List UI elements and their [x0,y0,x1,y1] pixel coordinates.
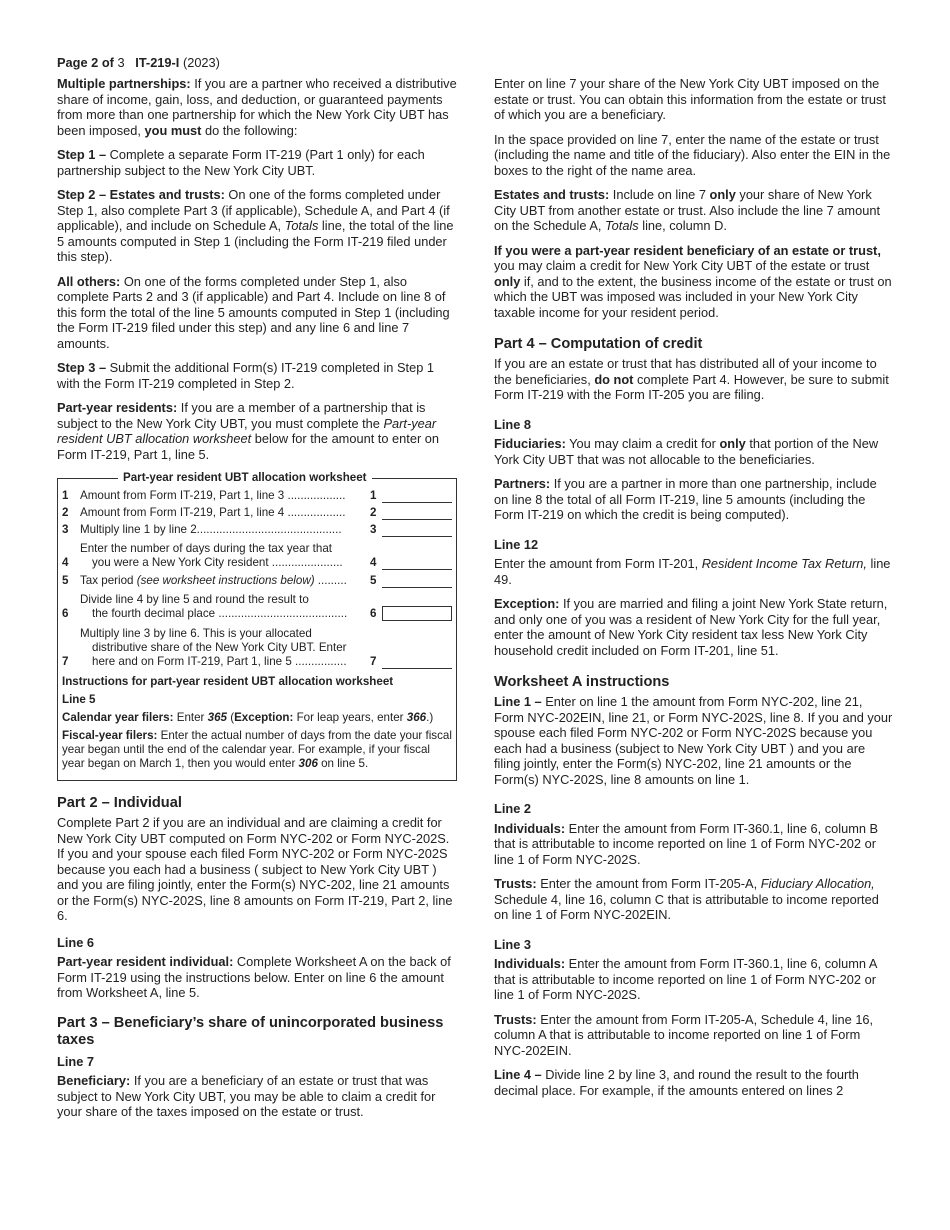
page-total: 3 [117,55,125,70]
step1-paragraph: Step 1 – Complete a separate Form IT-219 (Part 1 only) for each partnership subject to the New York City UBT. [57,147,425,178]
worksheet-a-heading: Worksheet A instructions [494,674,670,690]
part2-paragraph: Complete Part 2 if you are an individual and are claiming a credit for New York City UBT computed on Form NYC-202 or Form NYC-202S. If you and your spouse each filed Form NYC-202 or Form NYC-202S because you each had a business ( subject to New York City UBT ) and you are filing jointly, enter the Form(s) NYC-202, line 21 amounts or the Form(s) NYC-202S, line 8 amounts on Form IT-219, Part 2, line 6. [57,815,453,923]
part4-paragraph: If you are an estate or trust that has distributed all of your income to the beneficiaries, do not complete Part 4. However, be sure to submit Form IT-219 with the Form IT-205 you are filing. [494,356,889,402]
multiple-partnerships-paragraph: Multiple partnerships: If you are a partner who received a distributive share of income, gain, loss, and deduction, or guaranteed payments from more than one partnership for which the New York City UBT has been imposed, you must do the following: [57,76,457,138]
worksheet-row: 3 Multiply line 1 by line 2............................................. 3 [62,523,452,537]
part-year-residents-paragraph: Part-year residents: If you are a member of a partnership that is subject to the New York City UBT, you must complete the Part-year resident UBT allocation worksheet below for the amount to enter on Form IT-219, Part 1, line 5. [57,400,439,462]
fiduciaries-paragraph: Fiduciaries: You may claim a credit for only that portion of the New York City UBT that was not allocable to the beneficiaries. [494,436,879,467]
part-year-beneficiary-paragraph: If you were a part-year resident beneficiary of an estate or trust, you may claim a credit for New York City UBT of the estate or trust only if, and to the extent, the business income of the estate or trust on which the UBT was imposed was included in your New York City taxable income for your resident period. [494,242,892,320]
worksheet-row: 7 Multiply line 3 by line 6. This is your allocated distributive share of the New York City UBT. Enter here and on Form IT-219, Part 1, line 5 ................ 7 [62,627,452,669]
line2-trusts: Trusts: Enter the amount from Form IT-205-A, Fiduciary Allocation, Schedule 4, line 16, column C that is attributable to income reported on line 1 of Form NYC-202EIN. [494,876,879,922]
worksheet-title: Part-year resident UBT allocation worksheet [118,471,372,485]
form-year: (2023) [182,55,220,70]
worksheet-row: 4 Enter the number of days during the tax year that you were a New York City resident ...................... 4 [62,542,452,570]
step3-paragraph: Step 3 – Submit the additional Form(s) IT-219 completed in Step 1 with the Form IT-219 completed in Step 2. [57,360,434,391]
line6-heading: Line 6 [57,934,94,950]
worksheet-row: 6 Divide line 4 by line 5 and round the result to the fourth decimal place ........................................ 6 [62,593,452,621]
allocation-worksheet [57,471,457,781]
page-header [57,55,220,71]
part3-heading: Part 3 – Beneficiary’s share of unincorporated business taxes [57,1014,444,1048]
worksheet-instructions-line: Line 5 [62,693,96,706]
line2-individuals: Individuals: Enter the amount from Form IT-360.1, line 6, column B that is attributable to income reported on line 1 of Form NYC-202 or line 1 of Form NYC-202S. [494,820,879,867]
worksheet-row: 1 Amount from Form IT-219, Part 1, line 3 .................. 1 [62,489,452,503]
part2-heading: Part 2 – Individual [57,795,182,811]
line7-share-paragraph: Enter on line 7 your share of the New York City UBT imposed on the estate or trust. You can obtain this information from the estate or trust of which you are a beneficiary. [494,76,886,122]
line3-individuals: Individuals: Enter the amount from Form IT-360.1, line 6, column A that is attributable to income reported on line 1 of Form NYC-202 or line 1 of Form NYC-202S. [494,956,877,1002]
line-3-entry[interactable] [382,524,452,537]
line7-heading: Line 7 [57,1053,94,1069]
line-6-entry-box[interactable] [382,606,452,621]
line-4-entry[interactable] [382,557,452,570]
line7-name-paragraph: In the space provided on line 7, enter the name of the estate or trust (including the name and title of the fiduciary). Also enter the EIN in the boxes to the right of the name area. [494,131,891,178]
step2-paragraph: Step 2 – Estates and trusts: On one of the forms completed under Step 1, also complete Part 3 (if applicable), Schedule A, and Part 4 (if applicable), and include on Schedule A, Totals line, the total of the line 5 amounts computed in Step 1 (including the Form IT-219 filed under this step). [57,187,454,264]
worksheet-a-line1: Line 1 – Enter on line 1 the amount from Form NYC-202, line 21, Form NYC-202EIN, line 21, or Form NYC-202S, line 8. If you and your spouse each filed Form NYC-202 or Form NYC-202S because you each had a business (subject to New York City UBT ) and you are filing jointly, enter the Form(s) NYC-202, line 21 amounts or the Form(s) NYC-202S, line 8 amounts on line 1. [494,694,893,787]
worksheet-row: 5 Tax period (see worksheet instructions below) ......... 5 [62,574,452,588]
line7-paragraph: Beneficiary: If you are a beneficiary of an estate or trust that was subject to New York City UBT, you may be able to claim a credit for your share of the taxes imposed on the estate or trust. [57,1073,436,1119]
part4-heading: Part 4 – Computation of credit [494,336,703,352]
estates-trusts-paragraph: Estates and trusts: Include on line 7 only your share of New York City UBT from another estate or trust. Also include the line 7 amount on the Schedule A, Totals line, column D. [494,187,880,233]
line12-paragraph: Enter the amount from Form IT-201, Resident Income Tax Return, line 49. [494,556,891,587]
line2-heading: Line 2 [494,801,531,816]
line8-heading: Line 8 [494,416,531,432]
line-7-entry[interactable] [382,656,452,669]
line-5-entry[interactable] [382,575,452,588]
form-id: IT-219-I [135,55,180,70]
worksheet-instructions-title: Instructions for part-year resident UBT allocation worksheet [62,675,394,688]
line3-trusts: Trusts: Enter the amount from Form IT-205-A, Schedule 4, line 16, column A that is attributable to income reported on line 1 of Form NYC-202EIN. [494,1011,874,1058]
right-column [494,76,894,1107]
line12-heading: Line 12 [494,536,539,552]
page-label: Page 2 of [57,55,114,70]
exception-paragraph: Exception: If you are married and filing a joint New York State return, and only one of you was a resident of New York City for the full year, enter the amount of New York City resident tax less New York City household credit included on Form IT-201, line 51. [494,596,888,658]
line4-paragraph: Line 4 – Divide line 2 by line 3, and round the result to the fourth decimal place. For example, if the amounts entered on lines 2 [494,1067,859,1098]
left-column [57,76,457,1129]
all-others-paragraph: All others: On one of the forms completed under Step 1, also complete Parts 2 and 3 (if applicable) and Part 4. Include on line 8 of this form the total of the line 5 amounts computed in Step 1 (including the Form IT-219 filed under this step) and any line 6 and line 7 amounts. [57,273,450,351]
line3-heading: Line 3 [494,936,531,952]
worksheet-instructions [62,675,452,771]
line-1-entry[interactable] [382,490,452,503]
line6-paragraph: Part-year resident individual: Complete Worksheet A on the back of Form IT-219 using the instructions below. Enter on line 6 the amount from Worksheet A, line 5. [57,954,451,1000]
worksheet-row: 2 Amount from Form IT-219, Part 1, line 4 .................. 2 [62,506,452,520]
line-2-entry[interactable] [382,507,452,520]
fiscal-year-filers: Fiscal-year filers: Enter the actual number of days from the date your fiscal year began until the end of the calendar year. For example, if your fiscal year began on March 1, then you would enter 306 on line 5. [62,729,452,770]
calendar-year-filers: Calendar year filers: Enter 365 (Exception: For leap years, enter 366.) [62,711,434,724]
partners-paragraph: Partners: If you are a partner in more than one partnership, include on line 8 the total of all Form IT-219, line 5 amounts (including the Form IT-219 on which the credit is being computed). [494,476,877,522]
